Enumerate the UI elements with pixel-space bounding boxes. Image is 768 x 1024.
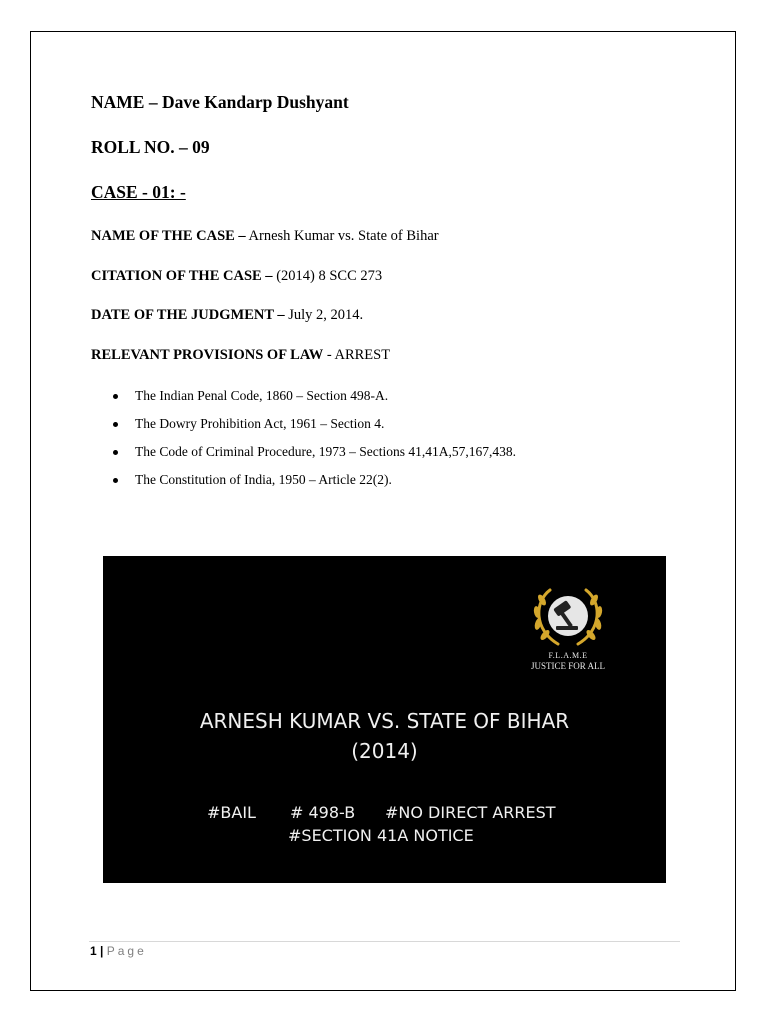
judgment-date-label: DATE OF THE JUDGMENT – (91, 307, 285, 323)
roll-number: ROLL NO. – 09 (91, 137, 210, 157)
footer-divider (89, 941, 680, 942)
list-item: The Indian Penal Code, 1860 – Section 498-A. (113, 387, 516, 415)
case-name-field (91, 228, 439, 245)
org-tagline: JUSTICE FOR ALL (530, 661, 605, 671)
student-name: NAME – Dave Kandarp Dushyant (91, 92, 349, 112)
judgment-date-value: July 2, 2014. (284, 307, 364, 323)
page-footer (90, 944, 147, 958)
gavel-laurel-icon (528, 582, 608, 650)
case-heading: CASE - 01: - (91, 182, 186, 202)
provisions-value: - ARREST (323, 347, 391, 363)
citation-label: CITATION OF THE CASE – (91, 268, 273, 284)
list-item: The Code of Criminal Procedure, 1973 – Sections 41,41A,57,167,438. (113, 443, 516, 471)
banner-tag: #BAIL (207, 803, 256, 822)
citation-value: (2014) 8 SCC 273 (272, 268, 383, 284)
banner-title: ARNESH KUMAR VS. STATE OF BIHAR (199, 709, 570, 733)
list-item: The Dowry Prohibition Act, 1961 – Section 4. (113, 415, 516, 443)
judgment-date-field (91, 307, 363, 324)
provisions-list (113, 387, 516, 499)
provisions-label: RELEVANT PROVISIONS OF LAW (91, 347, 324, 363)
org-name: F.L.A.M.E (548, 651, 588, 660)
citation-field (91, 268, 382, 285)
footer-separator: | (100, 944, 104, 958)
banner-tag: #NO DIRECT ARREST (385, 803, 556, 822)
case-name-value: Arnesh Kumar vs. State of Bihar (245, 228, 439, 244)
provisions-field (91, 347, 390, 364)
page-number: 1 (90, 944, 97, 958)
banner-tag: # 498-B (290, 803, 356, 822)
banner-year: (2014) (351, 739, 418, 763)
page-word: Page (106, 944, 147, 958)
case-name-label: NAME OF THE CASE – (91, 228, 246, 244)
list-item: The Constitution of India, 1950 – Article 22(2). (113, 471, 516, 499)
banner-tag: #SECTION 41A NOTICE (288, 826, 474, 845)
